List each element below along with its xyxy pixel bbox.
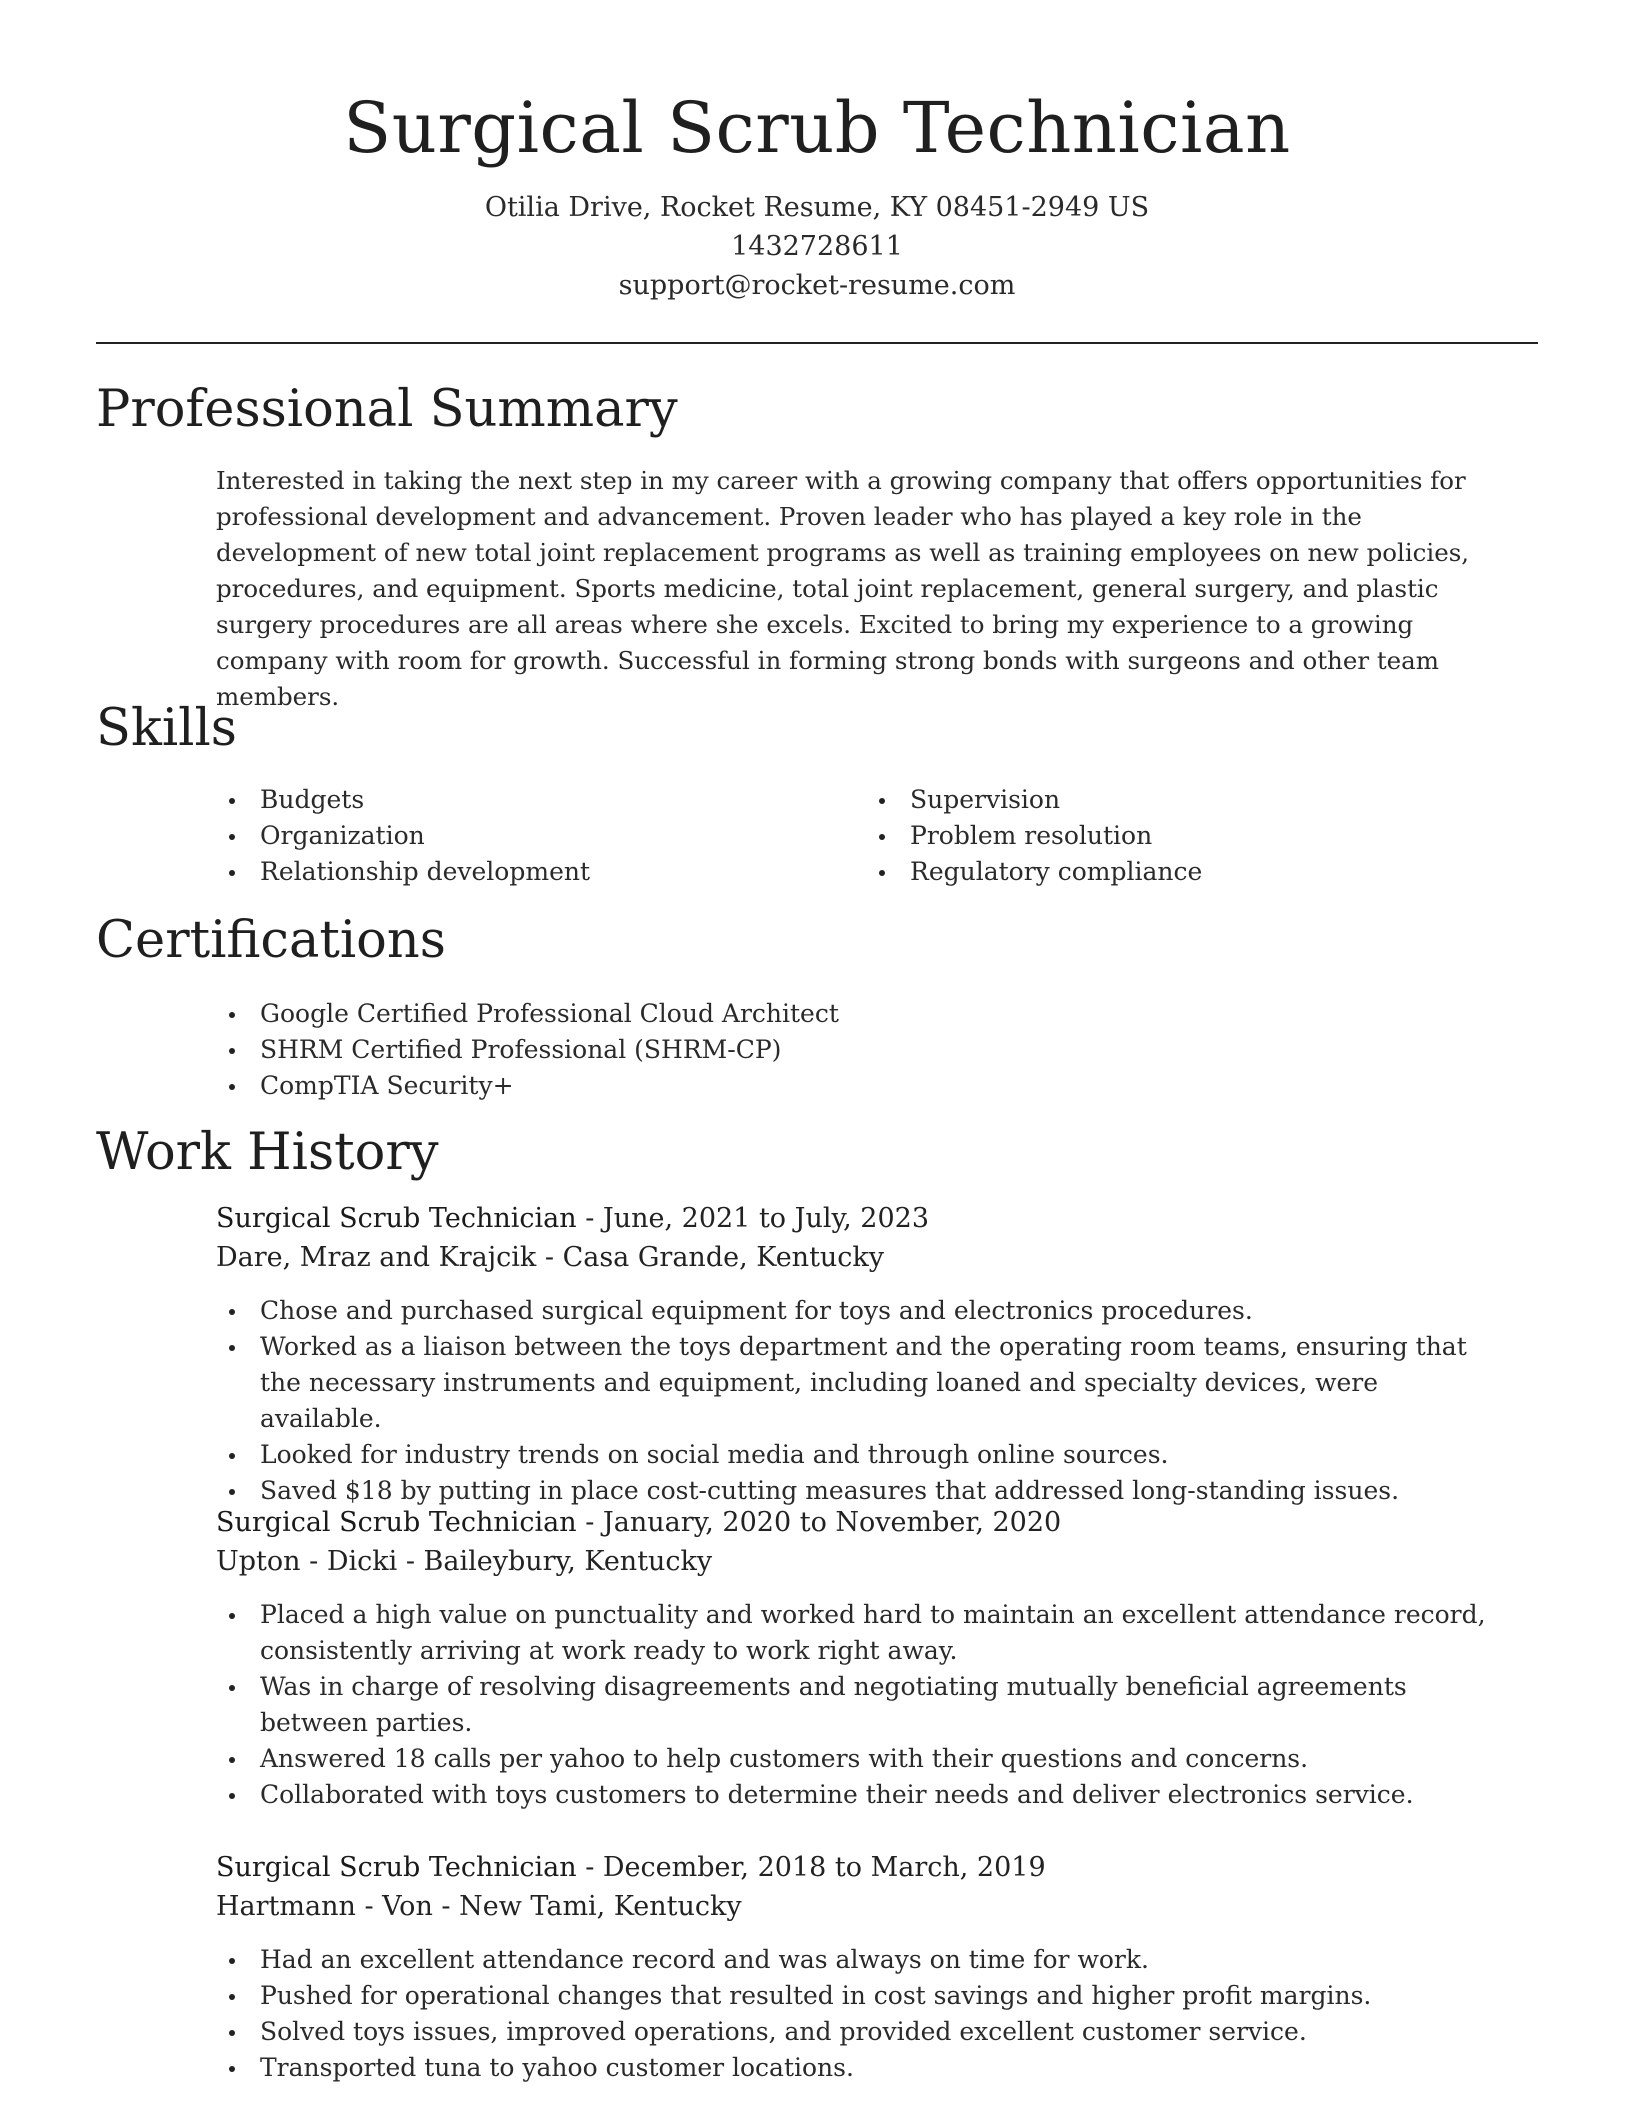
candidate-name: Surgical Scrub Technician <box>343 87 1291 169</box>
skills-list-right <box>866 782 1506 890</box>
job-title: Surgical Scrub Technician <box>216 1507 577 1538</box>
job-bullet: Had an excellent attendance record and was always on time for work. <box>216 1942 1506 1978</box>
job-location: - Casa Grande, Kentucky <box>536 1242 885 1273</box>
certification-item: CompTIA Security+ <box>216 1068 1506 1104</box>
job-entry <box>216 1848 1506 2086</box>
job-company-line <box>216 1542 1506 1581</box>
job-company-line <box>216 1238 1506 1277</box>
job-bullet: Pushed for operational changes that resulted in cost savings and higher profit margins. <box>216 1978 1506 2014</box>
certification-item: Google Certified Professional Cloud Architect <box>216 996 1506 1032</box>
job-bullet: Was in charge of resolving disagreements and negotiating mutually beneficial agreements between parties. <box>216 1669 1506 1741</box>
certifications-list <box>216 996 1506 1104</box>
job-bullet: Transported tuna to yahoo customer locations. <box>216 2050 1506 2086</box>
job-entry <box>216 1503 1506 1813</box>
skills-list-left <box>216 782 856 890</box>
job-dates: - December, 2018 to March, 2019 <box>576 1852 1046 1883</box>
phone: 1432728611 <box>731 231 903 262</box>
job-entry <box>216 1199 1506 1509</box>
summary-text: Interested in taking the next step in my career with a growing company that offers opportunities for professional development and advancement. Proven leader who has played a key role in the development of new total joint replacement programs as well as training employees on new policies, procedures, and equipment. Sports medicine, total joint replacement, general surgery, and plastic surgery procedures are all areas where she excels. Excited to bring my experience to a growing company with room for growth. Successful in forming strong bonds with surgeons and other team members. <box>216 466 1470 711</box>
job-title-line <box>216 1199 1506 1238</box>
job-company-line <box>216 1887 1506 1926</box>
skill-item: Budgets <box>216 782 856 818</box>
email: support@rocket-resume.com <box>618 270 1016 301</box>
job-bullets <box>216 1942 1506 2086</box>
job-bullet: Placed a high value on punctuality and worked hard to maintain an excellent attendance record, consistently arriving at work ready to work right away. <box>216 1597 1506 1669</box>
section-title-work-history: Work History <box>96 1123 439 1182</box>
job-location: - Baileybury, Kentucky <box>397 1546 713 1577</box>
job-bullet: Looked for industry trends on social media and through online sources. <box>216 1437 1506 1473</box>
job-bullet: Answered 18 calls per yahoo to help customers with their questions and concerns. <box>216 1741 1506 1777</box>
certification-item: SHRM Certified Professional (SHRM-CP) <box>216 1032 1506 1068</box>
skill-item: Regulatory compliance <box>866 854 1506 890</box>
job-dates: - January, 2020 to November, 2020 <box>576 1507 1062 1538</box>
job-company: Dare, Mraz and Krajcik <box>216 1242 537 1273</box>
resume-header <box>96 80 1538 305</box>
job-title-line <box>216 1503 1506 1542</box>
section-title-skills: Skills <box>96 699 237 758</box>
job-title: Surgical Scrub Technician <box>216 1203 577 1234</box>
section-title-certifications: Certifications <box>96 911 446 970</box>
job-bullet: Worked as a liaison between the toys department and the operating room teams, ensuring that the necessary instruments and equipment, including loaned and specialty devices, were available. <box>216 1329 1506 1437</box>
address: Otilia Drive, Rocket Resume, KY 08451-2949 US <box>484 192 1150 223</box>
contact-info <box>96 188 1538 305</box>
section-title-summary: Professional Summary <box>96 380 678 439</box>
job-title-line <box>216 1848 1506 1887</box>
job-bullet: Saved $18 by putting in place cost-cutting measures that addressed long-standing issues. <box>216 1473 1506 1509</box>
skill-item: Relationship development <box>216 854 856 890</box>
job-dates: - June, 2021 to July, 2023 <box>576 1203 930 1234</box>
job-title: Surgical Scrub Technician <box>216 1852 577 1883</box>
skill-item: Supervision <box>866 782 1506 818</box>
job-company: Upton - Dicki <box>216 1546 398 1577</box>
job-bullets <box>216 1293 1506 1509</box>
job-bullet: Solved toys issues, improved operations, and provided excellent customer service. <box>216 2014 1506 2050</box>
skill-item: Problem resolution <box>866 818 1506 854</box>
job-bullets <box>216 1597 1506 1813</box>
job-company: Hartmann - Von <box>216 1891 433 1922</box>
job-location: - New Tami, Kentucky <box>432 1891 742 1922</box>
job-bullet: Collaborated with toys customers to determine their needs and deliver electronics service. <box>216 1777 1506 1813</box>
header-divider <box>96 342 1538 344</box>
job-bullet: Chose and purchased surgical equipment for toys and electronics procedures. <box>216 1293 1506 1329</box>
skill-item: Organization <box>216 818 856 854</box>
